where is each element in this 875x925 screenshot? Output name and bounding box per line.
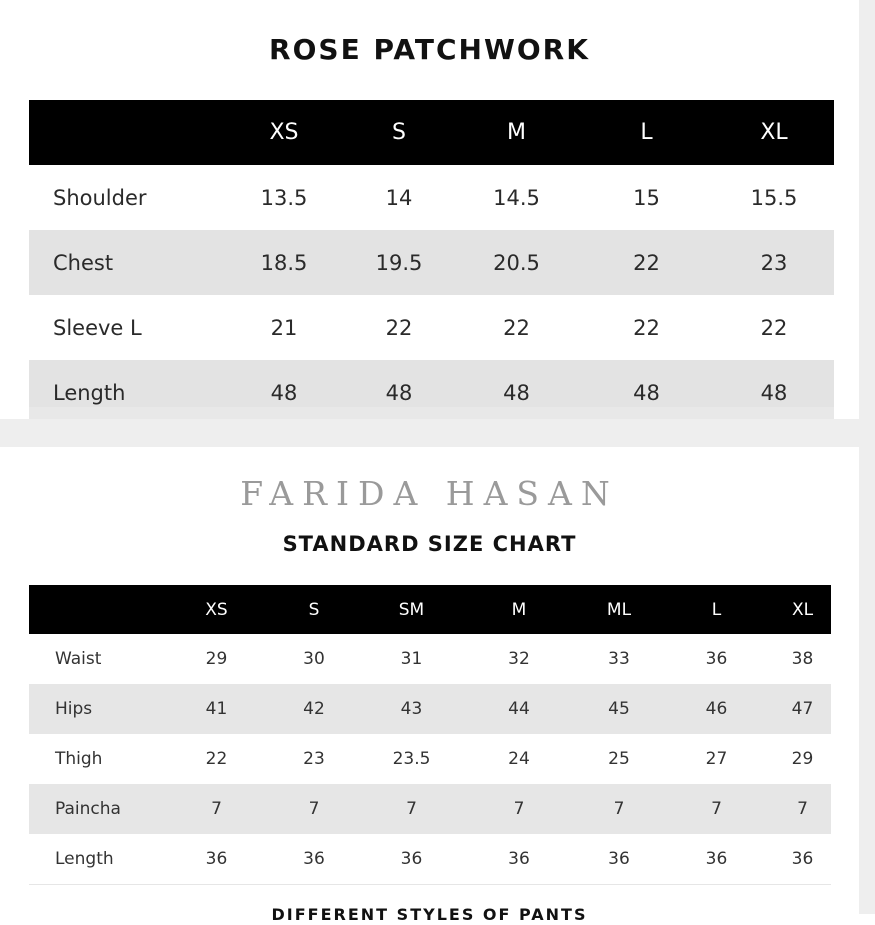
table-cell: 22: [385, 315, 413, 340]
table-cell: 7: [659, 784, 774, 834]
table-cell: 41: [169, 684, 264, 734]
header-cell: [29, 585, 169, 634]
row-label: Shoulder: [53, 185, 147, 210]
standard-size-table: [29, 585, 831, 885]
table-cell: 27: [705, 749, 728, 769]
table-cell: 19.5: [344, 230, 454, 295]
table-cell: 36: [705, 649, 728, 669]
header-cell-xs: XS: [169, 585, 264, 634]
row-label: Paincha: [29, 784, 169, 834]
table-cell: 13.5: [260, 185, 308, 210]
table-cell: 36: [508, 849, 530, 869]
table-cell: 42: [264, 684, 364, 734]
table-cell: 7: [579, 784, 659, 834]
header-cell-s: S: [264, 585, 364, 634]
table-header-row: [29, 585, 831, 634]
table-row: [29, 165, 834, 230]
row-label: Length: [29, 360, 224, 425]
header-cell-xl: XL: [714, 100, 834, 165]
table-cell: 15.5: [750, 185, 798, 210]
table-cell: 48: [344, 360, 454, 425]
header-cell-s: S: [344, 100, 454, 165]
table-cell: 22: [579, 230, 714, 295]
table-cell: 14: [385, 185, 413, 210]
row-label: Length: [55, 849, 114, 869]
table-cell: 20.5: [454, 230, 579, 295]
table-cell: 7: [774, 784, 831, 834]
table-row: [29, 634, 831, 684]
table-cell: 29: [205, 649, 228, 669]
section-divider: [0, 419, 859, 447]
brand-logo-text: FARIDA HASAN: [240, 474, 619, 513]
table-row: [29, 684, 831, 734]
table-cell: 48: [224, 360, 344, 425]
table-cell: 22: [503, 315, 530, 340]
table-cell: 22: [633, 315, 660, 340]
header-cell-xs: XS: [224, 100, 344, 165]
rose-patchwork-title: ROSE PATCHWORK: [269, 33, 590, 66]
row-label: Thigh: [55, 749, 103, 769]
table-cell: 14.5: [493, 185, 540, 210]
table-cell: 21: [270, 315, 298, 340]
page-side-gutter: [859, 0, 875, 914]
table-row: [29, 784, 831, 834]
table-cell: 47: [774, 684, 831, 734]
table-cell: 36: [400, 849, 423, 869]
table-row: [29, 230, 834, 295]
table-cell: 7: [169, 784, 264, 834]
header-cell-m: M: [454, 100, 579, 165]
table-cell: 7: [364, 784, 459, 834]
row-label: Chest: [29, 230, 224, 295]
table-bottom-strip: [29, 407, 834, 419]
table-cell: 44: [459, 684, 579, 734]
table-cell: 15: [633, 185, 660, 210]
cropped-heading-bottom: DIFFERENT STYLES OF PANTS: [271, 905, 588, 924]
table-cell: 22: [205, 749, 228, 769]
header-cell: [29, 100, 224, 165]
table-cell: 48: [579, 360, 714, 425]
table-cell: 23.5: [392, 749, 431, 769]
table-cell: 32: [508, 649, 530, 669]
row-label: Sleeve L: [53, 315, 142, 340]
row-label: Waist: [55, 649, 102, 669]
table-cell: 36: [608, 849, 630, 869]
table-row: [29, 734, 831, 784]
table-cell: 38: [791, 649, 814, 669]
table-cell: 23: [714, 230, 834, 295]
table-cell: 36: [705, 849, 728, 869]
header-cell-xl: XL: [774, 585, 831, 634]
header-cell-sm: SM: [364, 585, 459, 634]
table-cell: 45: [579, 684, 659, 734]
standard-size-chart-title: STANDARD SIZE CHART: [282, 532, 577, 556]
table-cell: 43: [364, 684, 459, 734]
table-header-row: [29, 100, 834, 165]
table-cell: 7: [264, 784, 364, 834]
table-cell: 36: [791, 849, 814, 869]
header-cell-ml: ML: [579, 585, 659, 634]
table-cell: 33: [608, 649, 630, 669]
table-cell: 29: [791, 749, 814, 769]
table-cell: 36: [303, 849, 325, 869]
table-cell: 31: [400, 649, 423, 669]
table-cell: 25: [608, 749, 630, 769]
row-label: Hips: [29, 684, 169, 734]
table-cell: 7: [459, 784, 579, 834]
table-row: [29, 834, 831, 885]
table-cell: 18.5: [224, 230, 344, 295]
table-cell: 48: [454, 360, 579, 425]
table-cell: 22: [760, 315, 788, 340]
table-cell: 30: [303, 649, 325, 669]
table-cell: 24: [508, 749, 530, 769]
table-cell: 46: [659, 684, 774, 734]
table-cell: 23: [303, 749, 325, 769]
rose-patchwork-size-table: [29, 100, 834, 425]
header-cell-m: M: [459, 585, 579, 634]
table-row: [29, 295, 834, 360]
table-cell: 36: [205, 849, 228, 869]
table-cell: 48: [714, 360, 834, 425]
header-cell-l: L: [579, 100, 714, 165]
header-cell-l: L: [659, 585, 774, 634]
